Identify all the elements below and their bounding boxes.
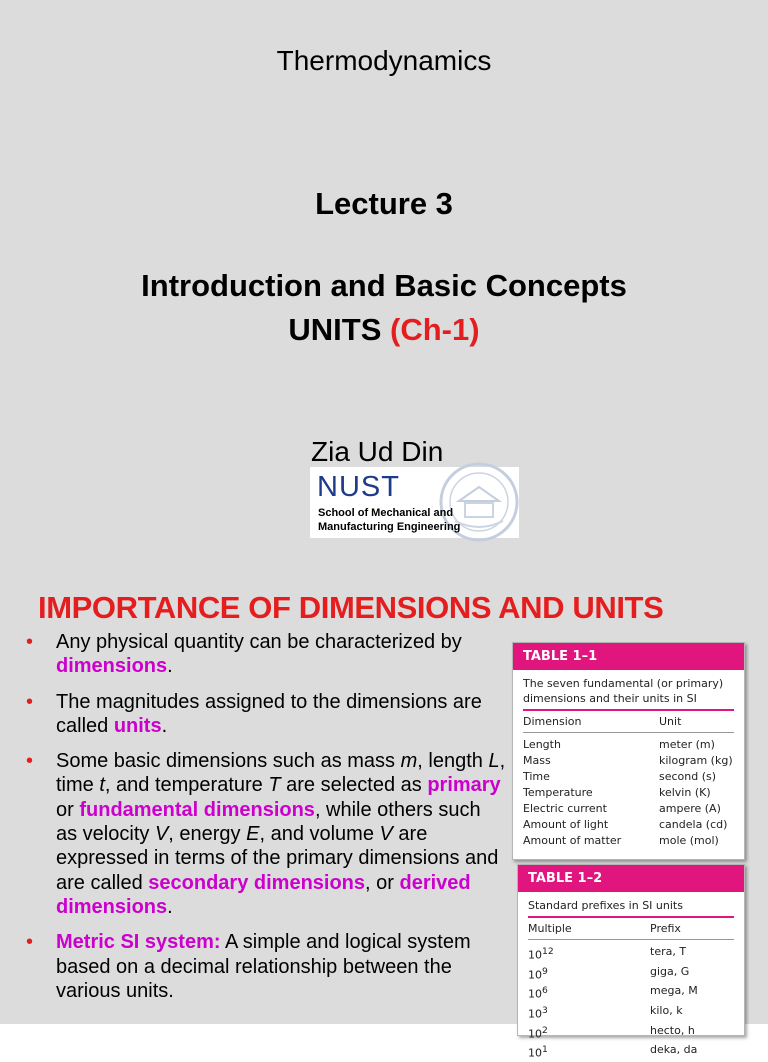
column-header: Dimension [523, 715, 582, 728]
highlight-term: fundamental dimensions [79, 798, 315, 821]
table-cell: Electric current [523, 802, 607, 815]
table-header-row [513, 711, 744, 732]
table-cell: meter (m) [659, 738, 715, 751]
prefix-base: 10 [528, 1007, 542, 1021]
table-cell: candela (cd) [659, 818, 728, 831]
highlight-term: derived dimensions [56, 871, 471, 918]
table-row [513, 817, 744, 833]
bullet-text: , energy [168, 823, 247, 846]
table-si-prefixes [517, 864, 745, 1060]
prefix-base: 10 [528, 948, 542, 962]
table-fundamental-dimensions [512, 642, 745, 860]
table-cell [528, 944, 650, 964]
variable: t [99, 774, 105, 797]
bullet-text: , and temperature [104, 774, 269, 797]
highlight-term: Metric SI system [56, 931, 214, 954]
bullet-text: . [167, 655, 173, 678]
prefix-base: 10 [528, 987, 542, 1001]
variable: V [379, 823, 393, 846]
table-cell: giga, G [650, 964, 690, 978]
variable: T [268, 774, 281, 797]
table-cell: Temperature [523, 786, 593, 799]
table-cell: Amount of light [523, 818, 609, 831]
table-row [513, 785, 744, 801]
table-header-row [518, 918, 744, 939]
bullet-text: Some basic dimensions such as mass [56, 750, 401, 773]
bullet-text: The magnitudes assigned to the dimensions are called [56, 690, 482, 737]
bullet-text: are selected as [280, 774, 428, 797]
bullet-item [26, 630, 506, 679]
table-cell: kilogram (kg) [659, 754, 733, 767]
table-cell: mole (mol) [659, 834, 719, 847]
table-cell: mega, M [650, 984, 698, 998]
table-cell: second (s) [659, 770, 717, 783]
variable: m [400, 750, 418, 773]
variable: L [488, 750, 500, 773]
lecture-title: Introduction and Basic Concepts [141, 268, 627, 303]
bullet-icon: • [26, 690, 34, 713]
table-cell: deka, da [650, 1043, 698, 1057]
table-cell: hecto, h [650, 1023, 695, 1037]
content-slide [0, 568, 768, 1060]
bullet-item [26, 749, 506, 919]
chapter-label: (Ch-1) [390, 312, 480, 347]
prefix-exponent: 12 [542, 946, 554, 957]
bullet-item [26, 930, 506, 1003]
prefix-exponent: 1 [542, 1044, 548, 1056]
table-divider [528, 939, 734, 940]
column-header: Prefix [650, 922, 681, 935]
table-cell: Time [523, 770, 550, 783]
highlight-term: dimensions [56, 655, 168, 678]
table-row [513, 737, 744, 753]
highlight-term: secondary dimensions [148, 871, 366, 894]
table-row [518, 964, 744, 984]
table-caption: Standard prefixes in SI units [528, 899, 683, 912]
variable: V [154, 823, 169, 846]
table-row [513, 833, 744, 849]
table-cell [528, 983, 650, 1003]
lecture-number: Lecture 3 [315, 186, 453, 221]
table-cell [528, 1003, 650, 1023]
table-label: TABLE 1–2 [518, 865, 744, 892]
highlight-term: primary [427, 774, 501, 797]
bullet-text: , length [417, 750, 489, 773]
bullet-list [26, 630, 506, 1014]
prefix-base: 10 [528, 968, 542, 982]
course-title: Thermodynamics [276, 45, 492, 76]
table-cell: ampere (A) [659, 802, 721, 815]
table-row [518, 983, 744, 1003]
slide-heading: IMPORTANCE OF DIMENSIONS AND UNITS [38, 590, 664, 625]
nust-logo [310, 467, 519, 538]
table-row [518, 1042, 744, 1062]
prefix-exponent: 9 [542, 965, 548, 977]
table-row [518, 944, 744, 964]
column-header: Unit [659, 715, 682, 728]
prefix-base: 10 [528, 1027, 542, 1041]
logo-subtitle-line1: School of Mechanical and [318, 507, 454, 519]
prefix-exponent: 2 [542, 1024, 548, 1036]
bullet-icon: • [26, 931, 34, 954]
table-row [513, 769, 744, 785]
bullet-text: or [56, 798, 80, 821]
highlight-term: units [113, 714, 162, 737]
highlight-colon: : [213, 931, 221, 954]
column-header: Multiple [528, 922, 572, 935]
table-cell: tera, T [650, 945, 687, 958]
prefix-exponent: 6 [542, 985, 548, 997]
table-label: TABLE 1–1 [513, 643, 744, 670]
bullet-text: . [167, 895, 173, 918]
logo-subtitle-line2: Manufacturing Engineering [318, 521, 461, 533]
subtitle-main: UNITS [288, 312, 382, 347]
bullet-text: Any physical quantity can be characterized by [56, 631, 462, 653]
bullet-item [26, 690, 506, 739]
table-row [513, 753, 744, 769]
table-cell: Amount of matter [523, 834, 622, 847]
bullet-icon: • [26, 631, 34, 653]
bullet-text: . [161, 714, 168, 737]
table-cell: Mass [523, 754, 551, 767]
bullet-icon: • [26, 750, 34, 773]
table-cell: kelvin (K) [659, 786, 711, 799]
logo-wordmark: NUST [317, 471, 400, 503]
table-cell [528, 1023, 650, 1043]
table-cell: kilo, k [650, 1003, 683, 1017]
author-name: Zia Ud Din [311, 436, 444, 467]
bullet-text: are expressed in terms of the primary dimensions and are called [56, 823, 499, 894]
table-cell [528, 964, 650, 984]
lecture-subtitle [0, 312, 768, 348]
table-row [518, 1003, 744, 1023]
variable: E [246, 823, 260, 846]
table-cell: Length [523, 738, 561, 751]
logo-subtitle [318, 506, 460, 534]
table-divider [523, 732, 734, 733]
bullet-text: , and volume [259, 823, 380, 846]
prefix-base: 10 [528, 1046, 542, 1060]
table-caption: The seven fundamental (or primary) dimensions and their units in SI [523, 677, 724, 705]
bullet-text: , while others such as velocity [56, 798, 481, 846]
table-cell [528, 1042, 650, 1062]
bullet-text: , time [56, 750, 506, 797]
bullet-text: , or [365, 871, 400, 894]
prefix-exponent: 3 [542, 1004, 548, 1016]
table-row [513, 801, 744, 817]
table-row [518, 1023, 744, 1043]
bullet-text: A simple and logical system based on a decimal relationship between the various units. [56, 931, 471, 1002]
